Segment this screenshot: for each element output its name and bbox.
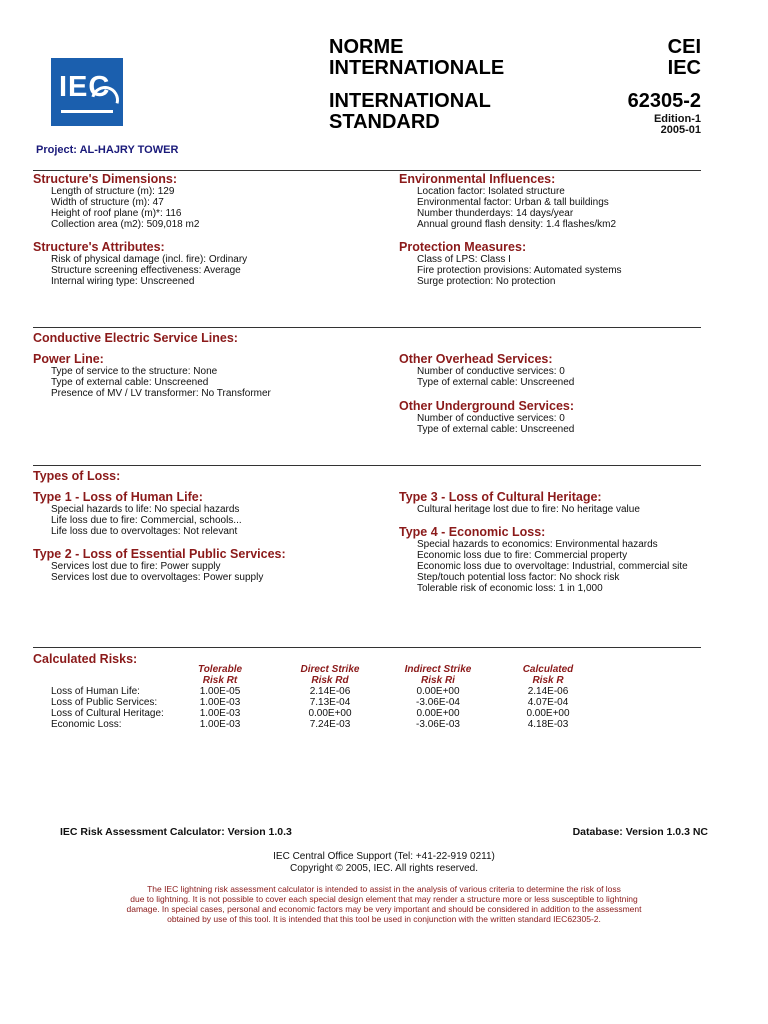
risk-row-label: Loss of Human Life: [51, 686, 140, 697]
copyright-line: Copyright © 2005, IEC. All rights reserved. [289, 863, 478, 874]
section-title: Structure's Attributes: [33, 240, 165, 254]
risk-value: -3.06E-04 [416, 697, 460, 708]
info-line: Width of structure (m): 47 [51, 197, 164, 208]
risk-value: 2.14E-06 [309, 686, 351, 697]
iec-logo [51, 58, 123, 126]
types-of-loss-title: Types of Loss: [33, 469, 121, 483]
column-header-calculated [503, 665, 593, 686]
structure-attributes-section [33, 240, 247, 287]
section-title: Type 2 - Loss of Essential Public Services: [33, 547, 286, 561]
risk-value: 4.07E-04 [527, 697, 569, 708]
info-line: Class of LPS: Class I [417, 254, 511, 265]
info-line: Presence of MV / LV transformer: No Transformer [51, 388, 271, 399]
project-name: Project: AL-HAJRY TOWER [36, 144, 179, 156]
norme-title [329, 37, 504, 79]
section-title: Type 4 - Economic Loss: [399, 525, 546, 539]
section-title: Power Line: [33, 352, 104, 366]
disclaimer-line: obtained by use of this tool. It is intended that this tool be used in conjunction with the written standard IEC62305-2. [167, 914, 601, 924]
risk-value: 1.00E-03 [199, 719, 241, 730]
divider [33, 465, 701, 466]
edition-label: Edition-1 [653, 113, 701, 125]
standard-title [329, 91, 491, 133]
disclaimer-line: damage. In special cases, personal and economic factors may be very important and should be considered in addition to the assessment [126, 904, 642, 914]
norme-line1: NORME [329, 36, 404, 58]
risk-value: 0.00E+00 [416, 708, 460, 719]
divider [33, 647, 701, 648]
calculator-version: IEC Risk Assessment Calculator: Version 1.0.3 [60, 826, 292, 838]
risk-value: 2.14E-06 [527, 686, 569, 697]
info-line: Life loss due to fire: Commercial, schools... [51, 515, 242, 526]
intl-line1: INTERNATIONAL [329, 90, 491, 112]
section-title: Type 1 - Loss of Human Life: [33, 490, 203, 504]
tolerable-column [175, 686, 265, 730]
info-line: Collection area (m2): 509,018 m2 [51, 219, 200, 230]
header-line: Direct Strike [300, 664, 360, 675]
database-version: Database: Version 1.0.3 NC [572, 826, 708, 838]
column-header-indirect [393, 665, 483, 686]
section-title: Protection Measures: [399, 240, 527, 254]
support-line: IEC Central Office Support (Tel: +41-22-919 0211) [273, 851, 495, 862]
risk-row-label: Economic Loss: [51, 719, 122, 730]
protection-measures-section [399, 240, 622, 287]
info-line: Economic loss due to overvoltage: Industrial, commercial site [417, 561, 688, 572]
info-line: Structure screening effectiveness: Average [51, 265, 241, 276]
info-line: Life loss due to overvoltages: Not relevant [51, 526, 238, 537]
risk-row-label: Loss of Cultural Heritage: [51, 708, 164, 719]
info-line: Type of service to the structure: None [51, 366, 218, 377]
info-line: Length of structure (m): 129 [51, 186, 175, 197]
info-line: Number thunderdays: 14 days/year [417, 208, 574, 219]
info-line: Economic loss due to fire: Commercial property [417, 550, 628, 561]
calculated-column [503, 686, 593, 730]
power-line-section [33, 352, 271, 399]
disclaimer [100, 884, 668, 924]
risk-labels [51, 686, 164, 730]
info-line: Special hazards to life: No special hazards [51, 504, 240, 515]
section-title: Environmental Influences: [399, 172, 556, 186]
risk-value: 7.13E-04 [309, 697, 351, 708]
info-line: Type of external cable: Unscreened [417, 377, 575, 388]
info-line: Services lost due to fire: Power supply [51, 561, 221, 572]
header-line: Risk R [532, 674, 564, 686]
cei-iec-code [668, 37, 701, 79]
header-line: Indirect Strike [404, 664, 472, 675]
info-line: Cultural heritage lost due to fire: No heritage value [417, 504, 640, 515]
type2-section [33, 547, 286, 583]
disclaimer-line: due to lightning. It is not possible to cover each special design element that may render a structure more or less susceptible to lightning [130, 894, 638, 904]
section-title: Other Underground Services: [399, 399, 575, 413]
cei-label: CEI [667, 36, 701, 58]
underground-services-section [399, 399, 574, 435]
header-line: Tolerable [197, 664, 243, 675]
info-line: Type of external cable: Unscreened [51, 377, 209, 388]
logo-text: IEC [59, 71, 111, 103]
risk-value: 7.24E-03 [309, 719, 351, 730]
info-line: Number of conductive services: 0 [417, 413, 565, 424]
column-header-tolerable [175, 665, 265, 686]
standard-number: 62305-2 [627, 90, 701, 112]
divider [33, 327, 701, 328]
info-line: Step/touch potential loss factor: No shock risk [417, 572, 620, 583]
risk-value: 1.00E-03 [199, 708, 241, 719]
type1-section [33, 490, 242, 537]
risk-row-label: Loss of Public Services: [51, 697, 158, 708]
intl-line2: STANDARD [329, 111, 440, 133]
risk-value: 1.00E-03 [199, 697, 241, 708]
info-line: Fire protection provisions: Automated systems [417, 265, 622, 276]
info-line: Type of external cable: Unscreened [417, 424, 575, 435]
direct-column [285, 686, 375, 730]
risk-value: 4.18E-03 [527, 719, 569, 730]
risk-value: 0.00E+00 [526, 708, 570, 719]
info-line: Surge protection: No protection [417, 276, 556, 287]
risk-value: 0.00E+00 [308, 708, 352, 719]
service-lines-title: Conductive Electric Service Lines: [33, 331, 238, 345]
disclaimer-line: The IEC lightning risk assessment calculator is intended to assist in the analysis of various criteria to determine the risk of loss [147, 884, 621, 894]
calculated-risks-title: Calculated Risks: [33, 652, 138, 666]
info-line: Number of conductive services: 0 [417, 366, 565, 377]
edition-info [654, 114, 701, 136]
environmental-influences-section [399, 172, 616, 230]
header-line: Calculated [522, 664, 574, 675]
info-line: Risk of physical damage (incl. fire): Ordinary [51, 254, 248, 265]
risk-value: 1.00E-05 [199, 686, 241, 697]
indirect-column [393, 686, 483, 730]
info-line: Special hazards to economics: Environmental hazards [417, 539, 658, 550]
info-line: Height of roof plane (m)*: 116 [51, 208, 182, 219]
logo-bar-icon [61, 110, 113, 113]
edition-date: 2005-01 [660, 124, 701, 136]
section-title: Type 3 - Loss of Cultural Heritage: [399, 490, 602, 504]
header-line: Risk Rd [311, 674, 349, 686]
column-header-direct [285, 665, 375, 686]
overhead-services-section [399, 352, 574, 388]
risk-value: -3.06E-03 [416, 719, 460, 730]
header-line: Risk Rt [202, 674, 238, 686]
iec-label: IEC [667, 57, 701, 79]
type3-section [399, 490, 640, 515]
info-line: Location factor: Isolated structure [417, 186, 565, 197]
structure-dimensions-section [33, 172, 199, 230]
type4-section [399, 525, 688, 594]
info-line: Services lost due to overvoltages: Power supply [51, 572, 264, 583]
info-line: Environmental factor: Urban & tall buildings [417, 197, 609, 208]
info-line: Tolerable risk of economic loss: 1 in 1,000 [417, 583, 603, 594]
risk-value: 0.00E+00 [416, 686, 460, 697]
header-line: Risk Ri [421, 674, 455, 686]
section-title: Other Overhead Services: [399, 352, 553, 366]
divider [33, 170, 701, 171]
norme-line2: INTERNATIONALE [329, 57, 505, 79]
info-line: Annual ground flash density: 1.4 flashes/km2 [417, 219, 617, 230]
section-title: Structure's Dimensions: [33, 172, 177, 186]
info-line: Internal wiring type: Unscreened [51, 276, 195, 287]
